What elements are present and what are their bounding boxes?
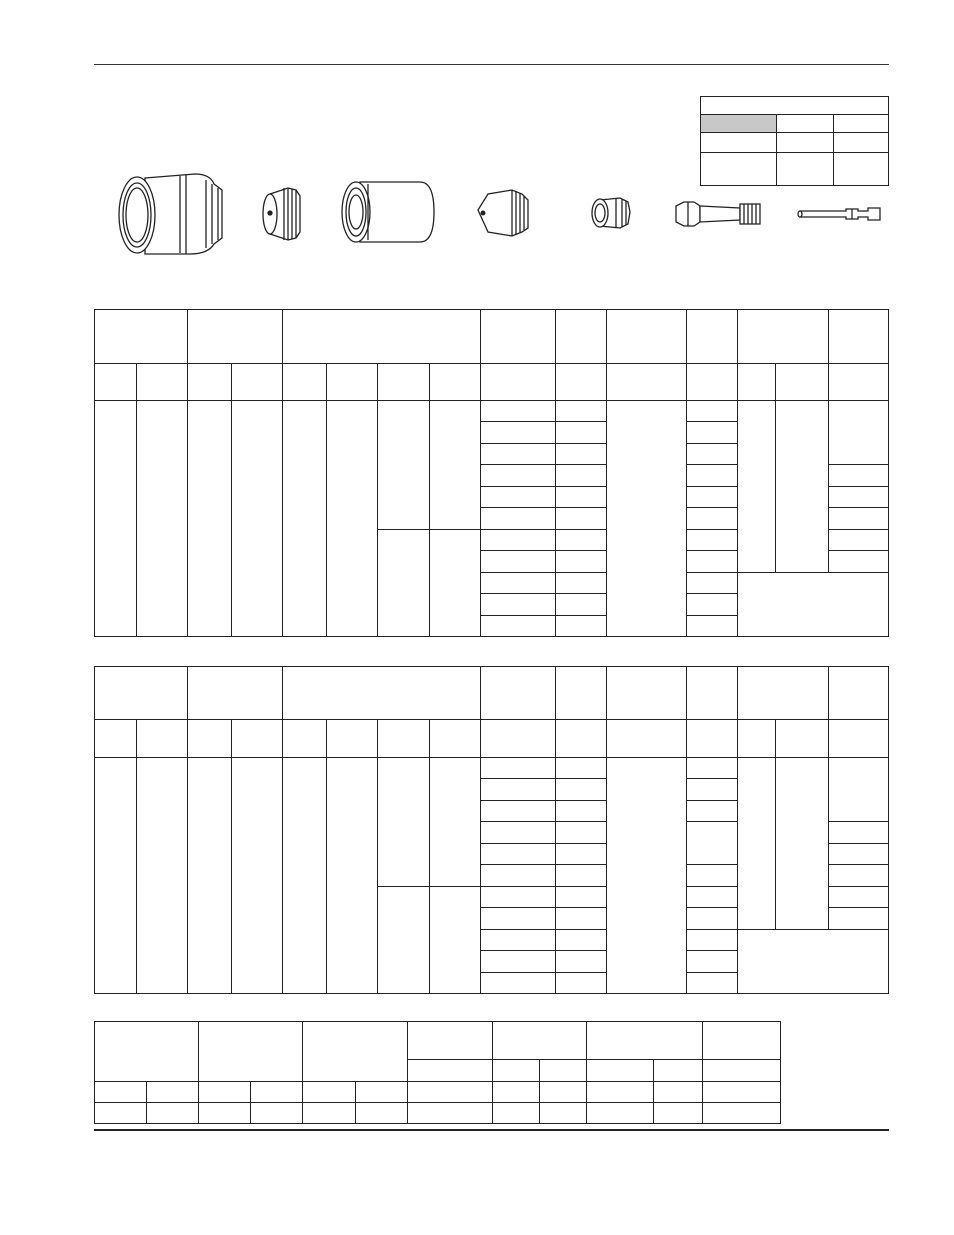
footer-rule bbox=[94, 1129, 889, 1131]
